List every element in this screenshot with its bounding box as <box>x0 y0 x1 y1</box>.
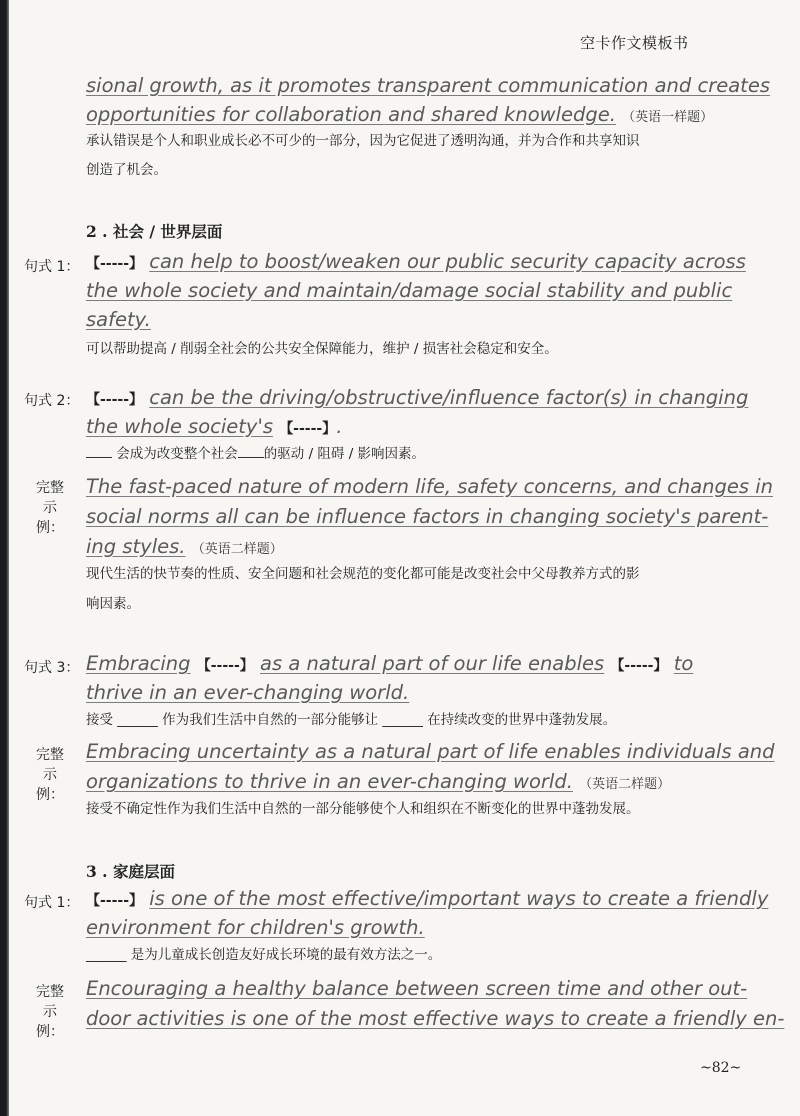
pattern-en-line2: the whole society and maintain/damage social stability and public <box>86 279 733 302</box>
pattern-en-line1: Embracing 【-----】 as a natural part of our life enables 【-----】 to <box>86 652 694 675</box>
example-en-line1: Embracing uncertainty as a natural part of life enables individuals and <box>86 740 775 763</box>
example-label: 完整 示例： <box>36 984 64 1040</box>
page-number: ~82~ <box>700 1060 742 1076</box>
example-zh-line2: 响因素。 <box>86 596 140 612</box>
example-en-line2: organizations to thrive in an ever-changing world. （英语二样题） <box>86 770 671 793</box>
blank-bracket: 【-----】 <box>610 658 668 674</box>
pattern-zh: ______ 是为儿童成长创造友好成长环境的最有效方法之一。 <box>86 947 442 963</box>
pattern-label: 句式 3： <box>24 660 80 676</box>
blank-bracket: 【-----】 <box>196 658 254 674</box>
pattern-en-line3: safety. <box>86 308 151 331</box>
intro-en-line1: sional growth, as it promotes transparent communication and creates <box>86 74 770 97</box>
section-heading-family: 3 . 家庭层面 <box>86 862 175 881</box>
blank-bracket: 【-----】 <box>279 421 337 437</box>
pattern-label: 句式 1： <box>24 259 80 275</box>
pattern-label: 句式 1： <box>24 895 80 911</box>
pattern-en-line2: the whole society's 【-----】. <box>86 415 343 438</box>
blank-bracket: 【-----】 <box>86 392 144 408</box>
example-zh-line1: 现代生活的快节奏的性质、安全问题和社会规范的变化都可能是改变社会中父母教养方式的影 <box>86 566 640 582</box>
exam-tag: （英语二样题） <box>579 777 671 792</box>
example-en-line1: Encouraging a healthy balance between screen time and other out- <box>86 977 748 1000</box>
pattern-en-line1: 【-----】 is one of the most effective/important ways to create a friendly <box>86 887 769 910</box>
pattern-en-line2: environment for children's growth. <box>86 916 425 939</box>
pattern-en-line2: thrive in an ever-changing world. <box>86 681 410 704</box>
intro-zh-line1: 承认错误是个人和职业成长必不可少的一部分，因为它促进了透明沟通，并为合作和共享知识 <box>86 133 640 149</box>
blank-bracket: 【-----】 <box>86 893 144 909</box>
intro-zh-line2: 创造了机会。 <box>86 162 167 178</box>
example-en-line3: ing styles. （英语二样题） <box>86 535 283 558</box>
pattern-en-line1: 【-----】 can help to boost/weaken our public security capacity across <box>86 250 746 273</box>
example-en-line1: The fast-paced nature of modern life, safety concerns, and changes in <box>86 475 774 498</box>
page-header: 空卡作文模板书 <box>580 34 689 52</box>
pattern-en-line1: 【-----】 can be the driving/obstructive/influence factor(s) in changing <box>86 386 749 409</box>
section-heading-society: 2 . 社会 / 世界层面 <box>86 222 223 241</box>
example-label: 完整 示例： <box>36 747 64 803</box>
example-zh: 接受不确定性作为我们生活中自然的一部分能够使个人和组织在不断变化的世界中蓬勃发展。 <box>86 801 640 817</box>
example-en-line2: door activities is one of the most effective ways to create a friendly en- <box>86 1007 785 1030</box>
blank-line <box>238 443 264 458</box>
exam-tag: （英语二样题） <box>191 542 283 557</box>
example-label: 完整 示例： <box>36 480 64 536</box>
blank-bracket: 【-----】 <box>86 256 144 272</box>
pattern-zh: 会成为改变整个社会 的驱动 / 阻碍 / 影响因素。 <box>86 440 425 468</box>
example-en-line2: social norms all can be influence factors in changing society's parent- <box>86 505 769 528</box>
pattern-label: 句式 2： <box>24 393 80 409</box>
pattern-zh: 接受 ______ 作为我们生活中自然的一部分能够让 ______ 在持续改变的世界中蓬勃发展。 <box>86 712 617 728</box>
blank-line <box>86 443 112 458</box>
pattern-zh: 可以帮助提高 / 削弱全社会的公共安全保障能力，维护 / 损害社会稳定和安全。 <box>86 341 558 357</box>
book-spine <box>0 0 9 1116</box>
exam-tag: （英语一样题） <box>622 110 714 125</box>
intro-en-line2: opportunities for collaboration and shared knowledge. （英语一样题） <box>86 103 714 126</box>
